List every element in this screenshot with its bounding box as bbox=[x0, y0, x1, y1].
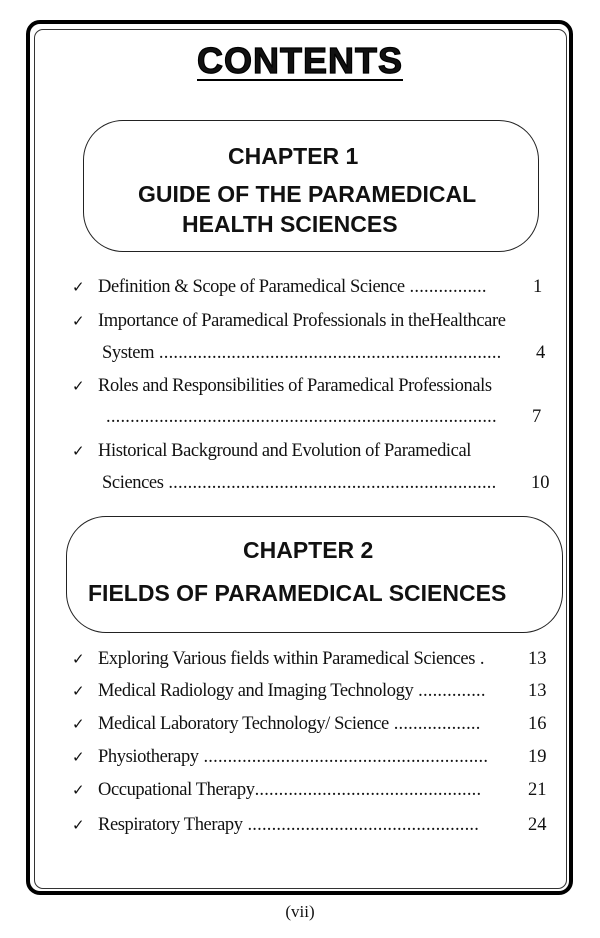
chapter-2-label: CHAPTER 2 bbox=[243, 537, 374, 563]
toc-entry[interactable] bbox=[72, 815, 479, 836]
toc-entry-continuation bbox=[102, 343, 502, 364]
chapter-1-title-line-1: GUIDE OF THE PARAMEDICAL bbox=[138, 181, 477, 207]
toc-entry[interactable] bbox=[72, 681, 486, 702]
toc-entry-title: Occupational Therapy bbox=[98, 780, 255, 800]
dot-leader: .................................................................... bbox=[163, 473, 497, 493]
check-icon: ✓ bbox=[72, 818, 85, 834]
toc-entry-title: Physiotherapy bbox=[98, 747, 199, 767]
toc-entry-continuation bbox=[102, 473, 496, 494]
chapter-1-label: CHAPTER 1 bbox=[228, 143, 359, 169]
chapter-1-title-line-2: HEALTH SCIENCES bbox=[182, 211, 398, 237]
dot-leader: .................. bbox=[388, 714, 481, 734]
dot-leader: ............................................... bbox=[254, 780, 482, 800]
check-icon: ✓ bbox=[72, 717, 85, 733]
toc-entry[interactable] bbox=[72, 714, 481, 735]
toc-page-number: 13 bbox=[528, 649, 547, 669]
check-icon: ✓ bbox=[72, 750, 85, 766]
check-icon: ✓ bbox=[72, 314, 85, 330]
toc-entry-title: Historical Background and Evolution of Paramedical bbox=[98, 441, 472, 461]
toc-page-number: 24 bbox=[528, 815, 547, 835]
dot-leader: .............. bbox=[413, 681, 486, 701]
check-icon: ✓ bbox=[72, 379, 85, 395]
toc-entry-title-cont: Sciences bbox=[102, 473, 164, 493]
check-icon: ✓ bbox=[72, 444, 85, 460]
toc-page-number: 16 bbox=[528, 714, 547, 734]
toc-entry-title-cont: System bbox=[102, 343, 155, 363]
toc-entry-title: Medical Radiology and Imaging Technology bbox=[98, 681, 414, 701]
page-title bbox=[0, 40, 600, 82]
check-icon: ✓ bbox=[72, 280, 85, 296]
toc-entry[interactable] bbox=[72, 277, 487, 298]
dot-leader: ................................................ bbox=[242, 815, 480, 835]
chapter-1-heading-box bbox=[83, 120, 539, 252]
toc-entry-title: Definition & Scope of Paramedical Science bbox=[98, 277, 405, 297]
page-number-footer: (vii) bbox=[285, 902, 315, 921]
dot-leader: ....................................................................... bbox=[154, 343, 502, 363]
dot-leader: ........................................................... bbox=[198, 747, 489, 767]
toc-page-number: 1 bbox=[533, 277, 543, 297]
toc-entry[interactable] bbox=[72, 747, 488, 768]
toc-entry[interactable] bbox=[72, 376, 492, 397]
toc-page-number: 21 bbox=[528, 780, 547, 800]
toc-page-number: 10 bbox=[531, 473, 550, 493]
toc-page-number: 13 bbox=[528, 681, 547, 701]
toc-entry-title: Roles and Responsibilities of Paramedical Professionals bbox=[98, 376, 492, 396]
dot-leader: ................................................................................. bbox=[106, 407, 497, 427]
chapter-2-heading-box bbox=[66, 516, 563, 633]
toc-entry-title: Exploring Various fields within Paramedical Sciences bbox=[98, 649, 476, 669]
page-title-text: CONTENTS bbox=[197, 40, 403, 81]
toc-entry[interactable] bbox=[72, 311, 506, 332]
toc-page-number: 7 bbox=[532, 407, 542, 427]
chapter-2-title-line-1: FIELDS OF PARAMEDICAL SCIENCES bbox=[88, 580, 507, 606]
check-icon: ✓ bbox=[72, 652, 85, 668]
toc-entry[interactable] bbox=[72, 780, 481, 801]
toc-entry[interactable] bbox=[72, 649, 485, 670]
check-icon: ✓ bbox=[72, 684, 85, 700]
toc-entry-title: Importance of Paramedical Professionals in theHealthcare bbox=[98, 311, 506, 331]
toc-entry-title: Medical Laboratory Technology/ Science bbox=[98, 714, 389, 734]
check-icon: ✓ bbox=[72, 783, 85, 799]
dot-leader: . bbox=[475, 649, 485, 669]
toc-entry-title: Respiratory Therapy bbox=[98, 815, 243, 835]
dot-leader: ................ bbox=[404, 277, 487, 297]
toc-page-number: 4 bbox=[536, 343, 546, 363]
toc-entry[interactable] bbox=[72, 441, 471, 462]
toc-entry-continuation bbox=[106, 407, 497, 428]
toc-page-number: 19 bbox=[528, 747, 547, 767]
